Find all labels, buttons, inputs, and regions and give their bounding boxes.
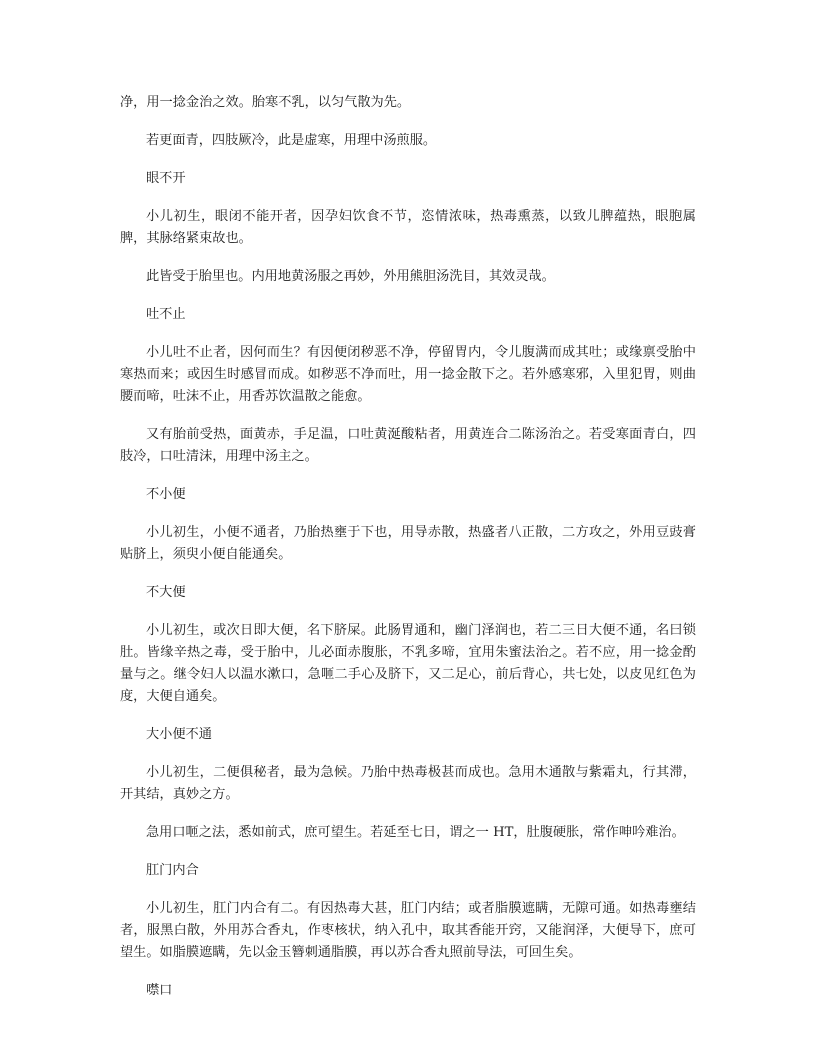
paragraph: 小儿初生，小便不通者，乃胎热壅于下也，用导赤散，热盛者八正散，二方攻之，外用豆豉膏贴脐上，须臾小便自能通矣。 xyxy=(120,525,696,562)
paragraph: 小儿初生，或次日即大便，名下脐屎。此肠胃通和，幽门泽润也，若二三日大便不通，名曰锁肚。皆缘辛热之毒，受于胎中，儿必面赤腹胀，不乳多啼，宜用朱蜜法治之。若不应，用一捻金酌量与之。继令妇人以温水漱口，急咂二手心及脐下，又二足心，前后背心，共七处，以皮见红色为度，大便自通矣。 xyxy=(120,623,696,704)
section-heading: 肛门内合 xyxy=(146,863,199,878)
document-page xyxy=(120,92,696,1018)
paragraph: 小儿吐不止者，因何而生？有因便闭秽恶不净，停留胃内，令儿腹满而成其吐；或缘禀受胎中寒热而来；或因生时感冒而成。如秽恶不净而吐，用一捻金散下之。若外感寒邪，入里犯胃，则曲腰而啼，吐沫不止，用香苏饮温散之能愈。 xyxy=(120,345,696,404)
paragraph: 若更面青，四肢厥冷，此是虚寒，用理中汤煎服。 xyxy=(146,133,437,148)
section-heading: 不小便 xyxy=(146,487,186,502)
paragraph: 净，用一捻金治之效。胎寒不乳，以匀气散为先。 xyxy=(120,95,411,110)
section-heading: 不大便 xyxy=(146,585,186,600)
section-heading: 眼不开 xyxy=(146,171,186,186)
section-heading: 吐不止 xyxy=(146,307,186,322)
paragraph: 小儿初生，二便俱秘者，最为急候。乃胎中热毒极甚而成也。急用木通散与紫霜丸，行其滞，开其结，真妙之方。 xyxy=(120,765,696,802)
paragraph: 此皆受于胎里也。内用地黄汤服之再妙，外用熊胆汤洗目，其效灵哉。 xyxy=(146,269,555,284)
paragraph: 急用口咂之法，悉如前式，庶可望生。若延至七日，谓之一 HT，肚腹硬胀，常作呻吟难治。 xyxy=(146,825,685,840)
paragraph: 又有胎前受热，面黄赤，手足温，口吐黄涎酸粘者，用黄连合二陈汤治之。若受寒面青白，四肢冷，口吐清沫，用理中汤主之。 xyxy=(120,427,696,464)
paragraph: 小儿初生，眼闭不能开者，因孕妇饮食不节，恣情浓味，热毒熏蒸，以致儿脾蕴热，眼胞属脾，其脉络紧束故也。 xyxy=(120,209,696,246)
section-heading: 大小便不通 xyxy=(146,727,212,742)
section-heading: 噤口 xyxy=(146,983,173,998)
paragraph: 小儿初生，肛门内合有二。有因热毒大甚，肛门内结；或者脂膜遮瞒，无隙可通。如热毒壅结者，服黑白散，外用苏合香丸，作枣核状，纳入孔中，取其香能开窍，又能润泽，大便导下，庶可望生。如脂膜遮瞒，先以金玉簪刺通脂膜，再以苏合香丸照前导法，可回生矣。 xyxy=(120,901,696,960)
